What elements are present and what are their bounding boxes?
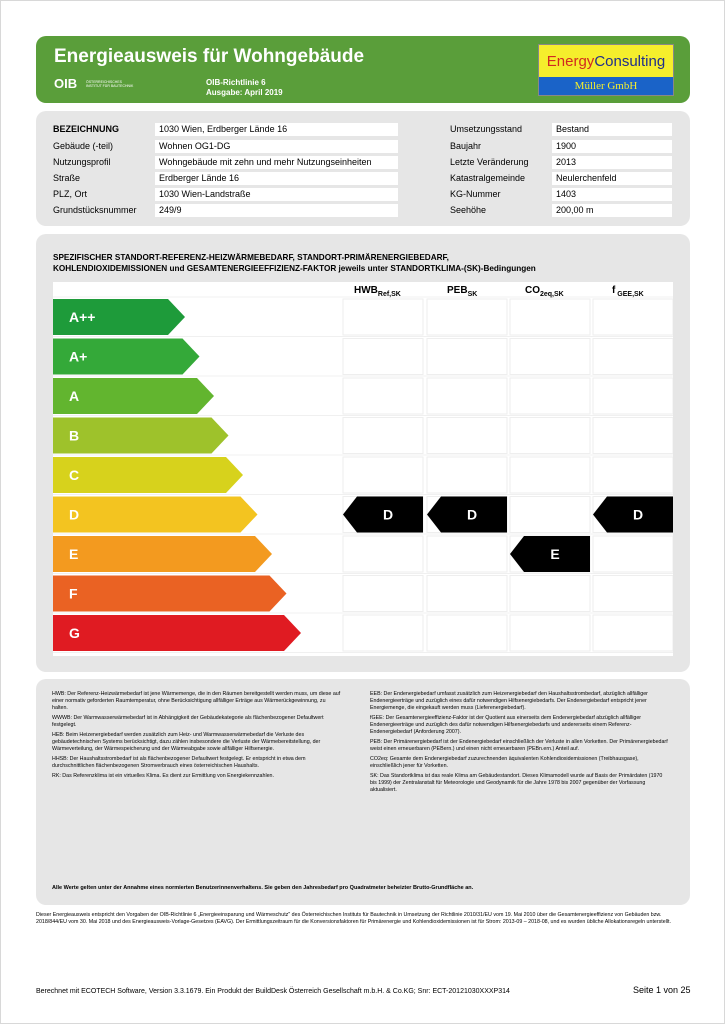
grid-cell [510,339,590,375]
grid-cell [510,457,590,493]
legend-panel [36,679,690,905]
nutzung-value: Wohngebäude mit zehn und mehr Nutzungseinheiten [155,156,398,169]
grundstueck-label: Grundstücksnummer [53,205,137,215]
grid-cell [510,497,590,533]
umsetzung-value: Bestand [552,123,672,136]
grid-cell [427,615,507,651]
grid-cell [593,576,673,612]
class-bar-f [53,576,287,612]
bezeichnung-value: 1030 Wien, Erdberger Lände 16 [155,123,398,136]
legend-rk: RK: Das Referenzklima ist ein virtuelles Klima. Es dient zur Ermittlung von Energiekennzahlen. [52,773,274,779]
plz-value: 1030 Wien-Landstraße [155,188,398,201]
grid-cell [593,536,673,572]
column-header-hwb: $HWB_{Ref,SK}$ [354,285,401,298]
kataster-label: Katastralgemeinde [450,173,526,183]
grid-cell [593,299,673,335]
plz-label: PLZ, Ort [53,189,88,199]
energy-title-line1: SPEZIFISCHER STANDORT-REFERENZ-HEIZWÄRMEBEDARF, STANDORT-PRIMÄRENERGIEBEDARF, [53,253,449,262]
grid-cell [593,378,673,414]
class-bar-e [53,536,272,572]
class-label: G [69,625,80,641]
veraenderung-label: Letzte Veränderung [450,157,529,167]
bezeichnung-label: BEZEICHNUNG [53,124,120,134]
class-label: D [69,506,80,523]
company-logo-consulting: Consulting [594,52,666,70]
class-bar-c [53,457,243,493]
grid-cell [343,299,423,335]
class-bar-d [53,497,258,533]
grid-cell [593,418,673,454]
class-label: A+ [69,348,88,365]
gebaeude-value: Wohnen OG1-DG [155,140,398,153]
class-label: A [69,388,80,404]
legend-co2: CO2eq: Gesamte dem Endenergiebedarf zuzurechnenden äquivalenten Kohlendioxidemissionen (Treibhausgase), einschließlich jener für Vorketten. [370,756,639,769]
footer-software-note: Berechnet mit ECOTECH Software, Version 3.3.1679. Ein Produkt der BuildDesk Österreich Gesellschaft m.b.H. & Co.KG; Snr: ECT-20121030XXXP314 [36,988,510,995]
grid-cell [427,576,507,612]
oib-logo-subtitle: ÖSTERREICHISCHES INSTITUT FÜR BAUTECHNIK [86,80,134,88]
nutzung-label: Nutzungsprofil [53,157,111,167]
umsetzung-label: Umsetzungsstand [450,124,523,134]
class-label: B [69,427,80,444]
veraenderung-value: 2013 [552,156,672,169]
energy-rating-panel [36,234,690,672]
energy-scale-chart [53,282,673,656]
grid-cell [343,576,423,612]
kataster-value: Neulerchenfeld [552,172,672,185]
guideline-edition: Ausgabe: April 2019 [206,88,283,97]
legend-hhsb: HHSB: Der Haushaltsstrombedarf ist als flächenbezogener Defaultwert festgelegt. Er entspricht in etwa dem durchschnittlichen flächenbezogenen Stromverbrauch eines österreichischen Haushalts. [52,756,306,769]
energy-chart-area [53,282,673,656]
column-header-peb: $PEB_{SK}$ [447,285,478,298]
grid-cell [593,339,673,375]
class-bar-g [53,615,301,651]
grid-cell [510,378,590,414]
grid-cell [343,615,423,651]
oib-logo: OIB [54,76,78,91]
legend-heb: HEB: Beim Heizenergiebedarf werden zusätzlich zum Heiz- und Warmwasserwärmebedarf die Verluste des gebäudetechnischen Systems berücksichtigt, dazu zählen insbesondere die Verluste der Wärmebereitstellung, der Wärmeverteilung, der Wärmespeicherung und der Wärmeabgabe sowie allfälliger Hilfsenergie. [52,732,321,752]
grid-cell [427,299,507,335]
legend-assumption-note: Alle Werte gelten unter der Annahme eines normierten Benutzerinnenverhaltens. Sie geben den Jahresbedarf pro Quadratmeter beheizter Brutto-Grundfläche an. [52,885,474,891]
grid-cell [343,378,423,414]
grid-cell [510,615,590,651]
legend-peb: PEB: Der Primärenergiebedarf ist der Endenergiebedarf einschließlich der Verluste in allen Vorketten. Der Primärenergiebedarf weist einen erneuerbaren (PEBern.) und einen nicht erneuerbaren (PEBn.ern.) Anteil auf. [370,739,668,752]
guideline-name: OIB-Richtlinie 6 [206,78,266,87]
legend-fgee: fGEE: Der Gesamtenergieeffizienz-Faktor ist der Quotient aus einerseits dem Endenergiebedarf abzüglich allfälliger Endenergieerträge und zuzüglich des dafür notwendigen Hilfsenergiebedarfs und andererseits einem Referenz-Endenergiebedarf (Anforderung 2007). [370,715,642,735]
energy-title-line2: KOHLENDIOXIDEMISSIONEN und GESAMTENERGIEEFFIZIENZ-FAKTOR jeweils unter STANDORTKLIMA-(SK)-Bedingungen [53,264,536,273]
class-label: E [69,546,79,562]
energy-panel-title [53,252,683,274]
company-logo-name: Müller GmbH [539,77,673,95]
grid-cell [510,299,590,335]
grid-cell [427,339,507,375]
baujahr-label: Baujahr [450,141,482,151]
class-bar-b [53,418,229,454]
column-header-fgee: f $_{GEE,SK}$ [612,285,644,298]
gebaeude-label: Gebäude (-teil) [53,141,114,151]
baujahr-value: 1900 [552,140,672,153]
kg-value: 1403 [552,188,672,201]
grid-cell [427,457,507,493]
company-logo-energy: Energy [546,52,595,70]
strasse-label: Straße [53,173,81,183]
company-logo [538,44,674,96]
footnote: Dieser Energieausweis entspricht den Vorgaben der OIB-Richtlinie 6 „Energieeinsparung und Wärmeschutz" des Österreichischen Instituts für Bautechnik in Umsetzung der Richtlinie 2010/31/EU vom 19. Mai 2010 über die Gesamtenergieeffizienz von Gebäuden bzw. 2018/844/EU vom 30. Mai 2018 und des Energieausweis-Vorlage-Gesetzes (EAVG). Der Ermittlungszeitraum für die Konversionsfaktoren für Primärenergie und Kohlendioxidemissionen ist für Strom: 2013-09 – 2018-08, und es wurden übliche Allokationsregeln unterstellt. [36,912,671,925]
class-label: F [69,585,78,602]
header-banner [36,36,690,103]
legend-sk: SK: Das Standortklima ist das reale Klima am Gebäudestandort. Dieses Klimamodell wurde auf Basis der Primärdaten (1970 bis 1999) der Zentralanstalt für Meteorologie und Geodynamik für die Jahre 1978 bis 2007 gegenüber der Vorfassung aktualisiert. [370,773,663,793]
column-header-co2: $CO_{2eq,SK}$ [525,285,564,298]
grid-cell [593,615,673,651]
footer-page-number: Seite 1 von 25 [633,985,691,995]
grid-cell [427,536,507,572]
class-label: C [69,467,80,483]
grid-cell [427,378,507,414]
strasse-value: Erdberger Lände 16 [155,172,398,185]
rating-marker-label: E [550,546,560,562]
guideline-info [206,78,283,98]
kg-label: KG-Nummer [450,189,501,199]
legend-hwb: HWB: Der Referenz-Heizwärmebedarf ist jene Wärmemenge, die in den Räumen bereitgestellt werden muss, um diese auf einer normativ geforderten Raumtemperatur, ohne Berücksichtigung allfälliger Erträge aus Wärmerückgewinnung, zu halten. [52,691,341,711]
class-label: A++ [69,309,96,325]
grid-cell [510,576,590,612]
legend-right-column [370,691,670,797]
grid-cell [343,418,423,454]
legend-wwwb: WWWB: Der Warmwasserwärmebedarf ist in Abhängigkeit der Gebäudekategorie als flächenbezogener Defaultwert festgelegt. [52,715,324,728]
grid-cell [510,418,590,454]
seehoehe-value: 200,00 m [552,204,672,217]
rating-marker-label: D [632,506,644,523]
grid-cell [593,457,673,493]
legend-eeb: EEB: Der Endenergiebedarf umfasst zusätzlich zum Heizenergiebedarf den Haushaltsstrombedarf, abzüglich allfälliger Endenergieerträge und zuzüglich eines dafür notwendigen Hilfsenergiebedarfs. Der Endenergiebedarf entspricht jener Energiemenge, die eingekauft werden muss (Lieferenergiebedarf). [370,691,648,711]
building-info-panel [36,111,690,226]
grid-cell [343,457,423,493]
grid-cell [427,418,507,454]
grid-cell [343,339,423,375]
legend-left-column [52,691,342,783]
grid-cell [343,536,423,572]
rating-marker-label: D [466,506,478,523]
rating-marker-label: D [382,506,394,523]
grundstueck-value: 249/9 [155,204,398,217]
seehoehe-label: Seehöhe [450,205,487,215]
page-title: Energieausweis für Wohngebäude [54,46,365,67]
